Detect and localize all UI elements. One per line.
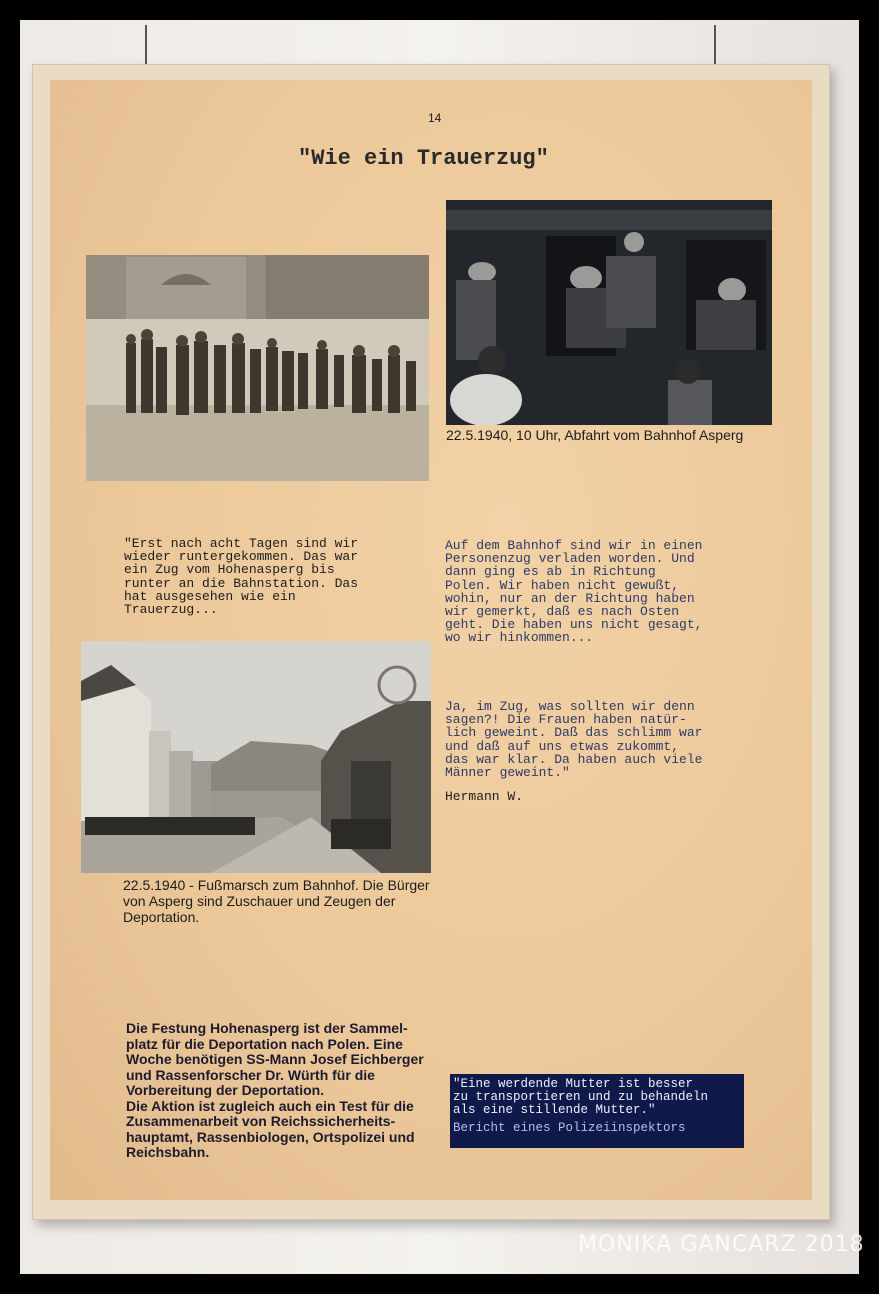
photo-train-departure-image bbox=[446, 200, 772, 425]
police-quote-source: Bericht eines Polizeiinspektors bbox=[453, 1121, 686, 1135]
photo-fortress-crowd-image bbox=[86, 255, 429, 481]
quote-left: "Erst nach acht Tagen sind wir wieder runtergekommen. Das war ein Zug vom Hohenasperg bis runter an die Bahnstation. Das hat ausgesehen wie ein Trauerzug... bbox=[124, 536, 359, 618]
poster-title: "Wie ein Trauerzug" bbox=[298, 146, 549, 171]
photo-street-march-image bbox=[81, 641, 431, 873]
photo-train-departure bbox=[446, 200, 772, 425]
photo-street-march bbox=[81, 641, 431, 873]
photo-fortress-crowd bbox=[86, 255, 429, 481]
caption-train: 22.5.1940, 10 Uhr, Abfahrt vom Bahnhof Asperg bbox=[446, 427, 744, 443]
police-quote-text: "Eine werdende Mutter ist besser zu transportieren und zu behandeln als eine stillende Mutter." bbox=[453, 1077, 709, 1117]
info-text: Die Festung Hohenasperg ist der Sammel- platz für die Deportation nach Polen. Eine Woche benötigen SS-Mann Josef Eichberger und Rassenforscher Dr. Würth für die Vorbereitung der Deportation. Die Aktion ist zugleich auch ein Test für die Zusammenarbeit von Reichssicherheits- hauptamt, Rassenbiologen, Ortspolizei und Reichsbahn. bbox=[126, 1020, 424, 1160]
caption-march: 22.5.1940 - Fußmarsch zum Bahnhof. Die Bürger von Asperg sind Zuschauer und Zeugen der Deportation. bbox=[123, 877, 430, 925]
quote-right-2: Ja, im Zug, was sollten wir denn sagen?! Die Frauen haben natür- lich geweint. Daß das schlimm war und daß auf uns etwas zukommt, das war klar. Da haben auch viele Männer geweint." bbox=[445, 699, 703, 781]
photographer-watermark: MONIKA GANCARZ 2018 bbox=[578, 1232, 865, 1257]
quote-attribution: Hermann W. bbox=[445, 789, 524, 804]
quote-right-1: Auf dem Bahnhof sind wir in einen Personenzug verladen worden. Und dann ging es ab in Richtung Polen. Wir haben nicht gewußt, wohin, nur an der Richtung haben wir gemerkt, daß es nach Osten geht. Die haben uns nicht gesagt, wo wir hinkommen... bbox=[445, 538, 703, 646]
police-quote-box bbox=[450, 1074, 744, 1148]
page-number: 14 bbox=[428, 111, 442, 125]
